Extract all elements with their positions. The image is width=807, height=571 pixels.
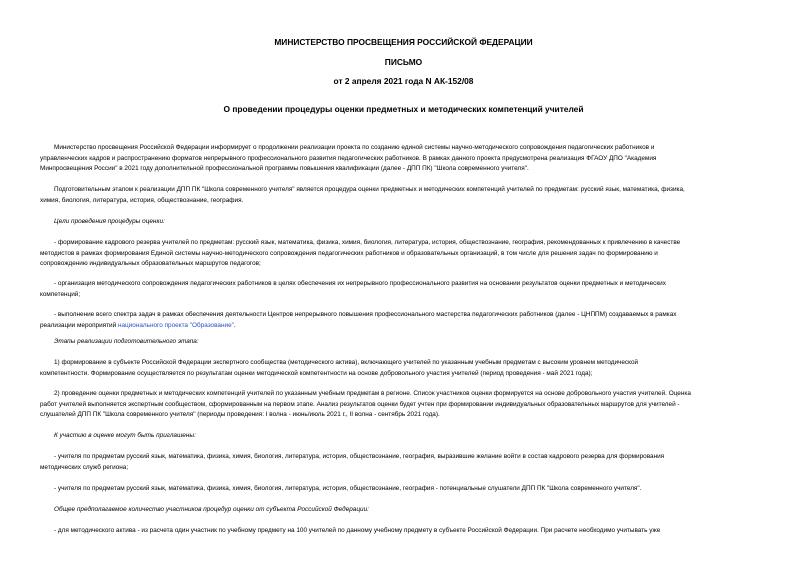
text-line: управленческих кадров и распространению форматов непрерывного профессионального развития педагогических работников. В рамках данного проекта предусмотрена реализация ФГАОУ ДПО "Академия [40,154,657,162]
text-line: 1) формирование в субъекте Российской Федерации экспертного сообщества (методического актива), включающего учителей по указанным учебным предметам с высоким уровнем методической [54,359,639,366]
document-date-number: от 2 апреля 2021 года N АК-152/08 [333,76,474,86]
goal-item-2 [40,279,767,300]
stage-item-1 [40,358,767,379]
count-item-1 [40,526,767,537]
count-heading: Общее предполагаемое количество участников процедур оценки от субъекта Российской Федерации: [54,506,369,513]
stages-heading: Этапы реализации подготовительного этапа: [54,338,199,345]
text-line: - выполнение всего спектра задач в рамках обеспечения деятельности Центров непрерывного повышения профессионального мастерства педагогических работников (далее - ЦНППМ) создаваемых в рамках [54,311,677,318]
text-line: - для методического актива - из расчета один участник по учебному предмету на 100 учителей по данному учебному предмету в субъекте Российской Федерации. При расчете необходимо учитывать уже [54,527,661,534]
text-line: методистов в рамках формирования Единой системы научно-методического сопровождения педагогических работников и образовательных организаций, в том числе для решения задач по формированию и [40,249,658,257]
goals-heading: Цели проведения процедуры оценки: [54,218,165,225]
text-line: компетенций; [40,290,81,298]
text-line: компетентности. Формирование осуществляется по результатам оценки методической компетентности на основе добровольного участия учителей (период проведения - май 2021 года); [40,369,593,377]
paragraph-preparatory-stage [40,185,767,206]
goal-item-1 [40,238,767,270]
text-line: реализации мероприятий национального проекта "Образование". [40,321,236,329]
text-line: - учителя по предметам русский язык, математика, физика, химия, биология, литература, история, обществознание, география - потенциальные слушатели ДПП ПК "Школа современного учителя". [54,485,642,492]
stage-item-2 [40,389,767,421]
invite-heading: К участию в оценке могут быть приглашены: [54,432,196,439]
text-line: слушателей ДПП ПК "Школа современного учителя" (периоды проведения: I волна - июнь/июль 2021 г., II волна - сентябрь 2021 года). [40,411,440,419]
text-line: работ учителей выполняется экспертным сообществом, сформированным на первом этапе. Анализ результатов оценки будет учтен при формировании индивидуальных образовательных маршрутов для учителей - [40,400,680,408]
text-line: Минпросвещения России" в 2021 году дополнительной профессиональной программы повышения квалификации (далее - ДПП ПК) "Школа современного учителя". [40,165,529,173]
text-line: - организация методического сопровождения педагогических работников в целях обеспечения их непрерывного профессионального развития на основании результатов оценки предметных и методических [54,280,666,287]
document-subject: О проведении процедуры оценки предметных и методических компетенций учителей [223,104,584,114]
text-line: Министерство просвещения Российской Федерации информирует о продолжении реализации проекта по созданию единой системы научно-методического сопровождения педагогических работников и [54,144,655,151]
document-type: ПИСЬМО [384,57,423,67]
invite-item-2 [40,484,767,495]
paragraph-intro [40,143,767,175]
national-project-link[interactable]: национального проекта "Образование" [117,321,234,329]
ministry-title: МИНИСТЕРСТВО ПРОСВЕЩЕНИЯ РОССИЙСКОЙ ФЕДЕРАЦИИ [274,37,533,47]
goal-item-3 [40,310,767,331]
text-line: - формирование кадрового резерва учителей по предметам: русский язык, математика, физика, химия, биология, литература, история, обществознание, география, рекомендованных к привлечению в качестве [54,239,681,246]
text-line: 2) проведение оценки предметных и методических компетенций учителей по указанным учебным предметам в регионе. Список участников оценки формируется на основе добровольного участия учителей. Оценка [54,390,691,397]
text-line: Подготовительным этапом к реализации ДПП ПК "Школа современного учителя" является процедура оценки предметных и методических компетенций учителей по предметам: русский язык, математика, физика, [54,186,685,193]
text-line: - учителя по предметам русский язык, математика, физика, химия, биология, литература, история, обществознание, география, выразившие желание войти в состав кадрового резерва для формирования [54,453,665,460]
text-line: сопровождению индивидуальных образовательных маршрутов педагогов; [40,260,261,268]
text-line: методических служб региона; [40,463,129,471]
text-line: химия, биология, литература, история, обществознание, география. [40,196,244,204]
invite-item-1 [40,452,767,473]
